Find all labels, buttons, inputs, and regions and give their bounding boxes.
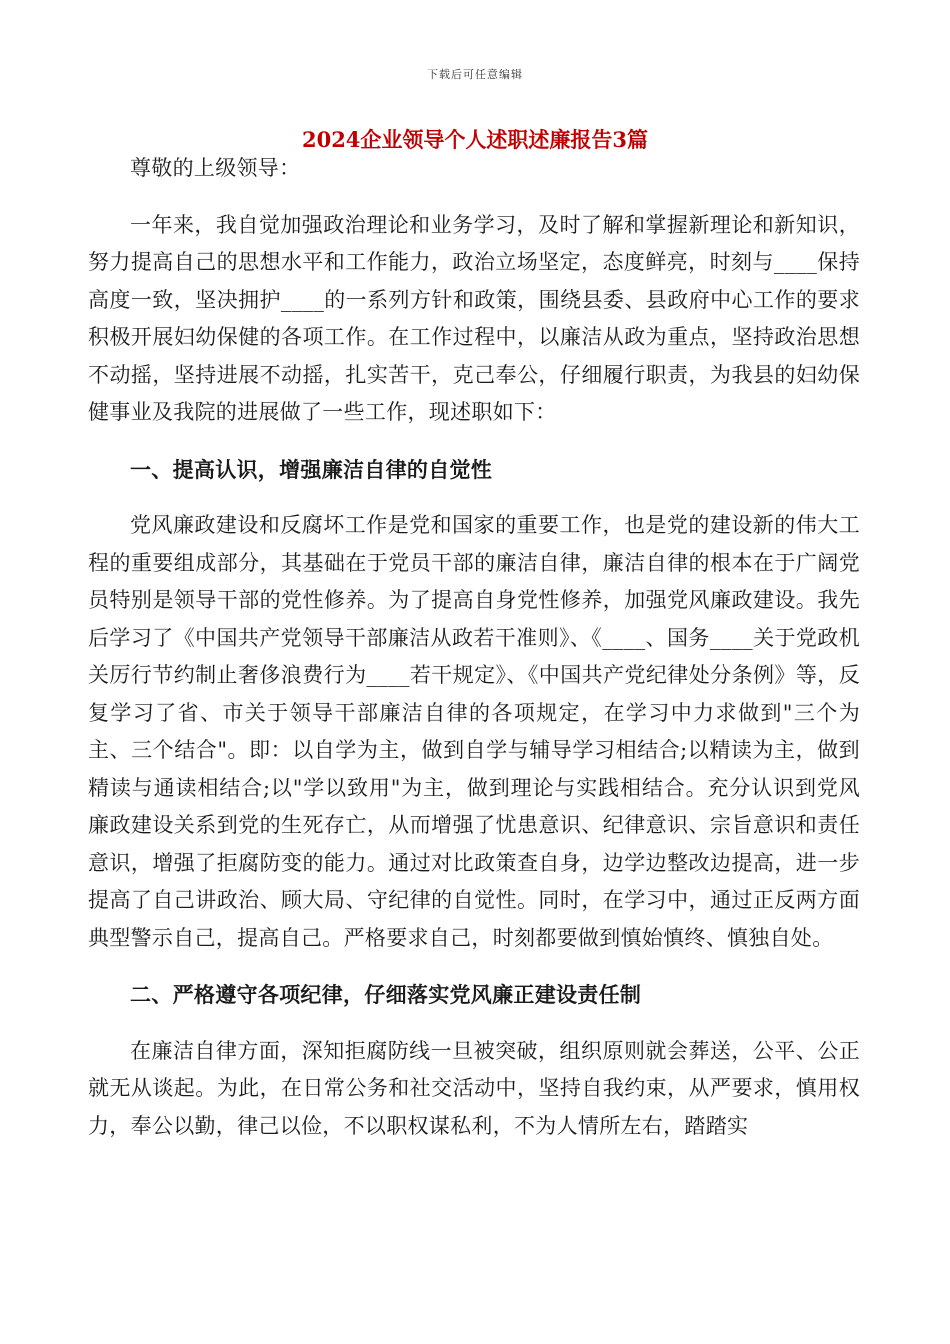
paragraph-gap [88, 188, 860, 207]
paragraph-gap [88, 432, 860, 451]
paragraph-gap [88, 957, 860, 976]
document-title: 2024企业领导个人述职述廉报告3篇 [301, 127, 649, 152]
salutation: 尊敬的上级领导： [130, 156, 301, 180]
document-body [88, 150, 860, 1145]
section-heading-2: 二、严格遵守各项纪律，仔细落实党风廉正建设责任制 [130, 982, 642, 1007]
page-header-note: 下载后可任意编辑 [427, 68, 523, 81]
section-heading-1: 一、提高认识，增强廉洁自律的自觉性 [130, 456, 493, 482]
intro-paragraph: 一年来，我自觉加强政治理论和业务学习，及时了解和掌握新理论和新知识，努力提高自己的思想水平和工作能力，政治立场坚定，态度鲜亮，时刻与____保持高度一致，坚决拥护____的一系列方针和政策，围绕县委、县政府中心工作的要求积极开展妇幼保健的各项工作。在工作过程中，以廉洁从政为重点，坚持政治思想不动摇，坚持进展不动摇，扎实苦干，克己奉公，仔细履行职责，为我县的妇幼保健事业及我院的进展做了一些工作，现述职如下： [88, 212, 860, 424]
paragraph-gap [88, 1014, 860, 1033]
paragraph-gap [88, 488, 860, 507]
section-1-paragraph: 党风廉政建设和反腐坏工作是党和国家的重要工作，也是党的建设新的伟大工程的重要组成部分，其基础在于党员干部的廉洁自律，廉洁自律的根本在于广阔党员特别是领导干部的党性修养。为了提高自身党性修养，加强党风廉政建设。我先后学习了《中国共产党领导干部廉洁从政若干准则》、《____、国务____关于党政机关厉行节约制止奢侈浪费行为____若干规定》、《中国共产党纪律处分条例》等，反复学习了省、市关于领导干部廉洁自律的各项规定，在学习中力求做到"三个为主、三个结合"。即：以自学为主，做到自学与辅导学习相结合;以精读为主，做到精读与通读相结合;以"学以致用"为主，做到理论与实践相结合。充分认识到党风廉政建设关系到党的生死存亡，从而增强了忧患意识、纪律意识、宗旨意识和责任意识，增强了拒腐防变的能力。通过对比政策查自身，边学边整改边提高，进一步提高了自己讲政治、顾大局、守纪律的自觉性。同时，在学习中，通过正反两方面典型警示自己，提高自己。严格要求自己，时刻都要做到慎始慎终、慎独自处。 [88, 513, 860, 950]
section-2-paragraph: 在廉洁自律方面，深知拒腐防线一旦被突破，组织原则就会葬送，公平、公正就无从谈起。为此，在日常公务和社交活动中，坚持自我约束，从严要求，慎用权力，奉公以勤，律己以俭，不以职权谋私利，不为人情所左右，踏踏实 [88, 1038, 860, 1138]
